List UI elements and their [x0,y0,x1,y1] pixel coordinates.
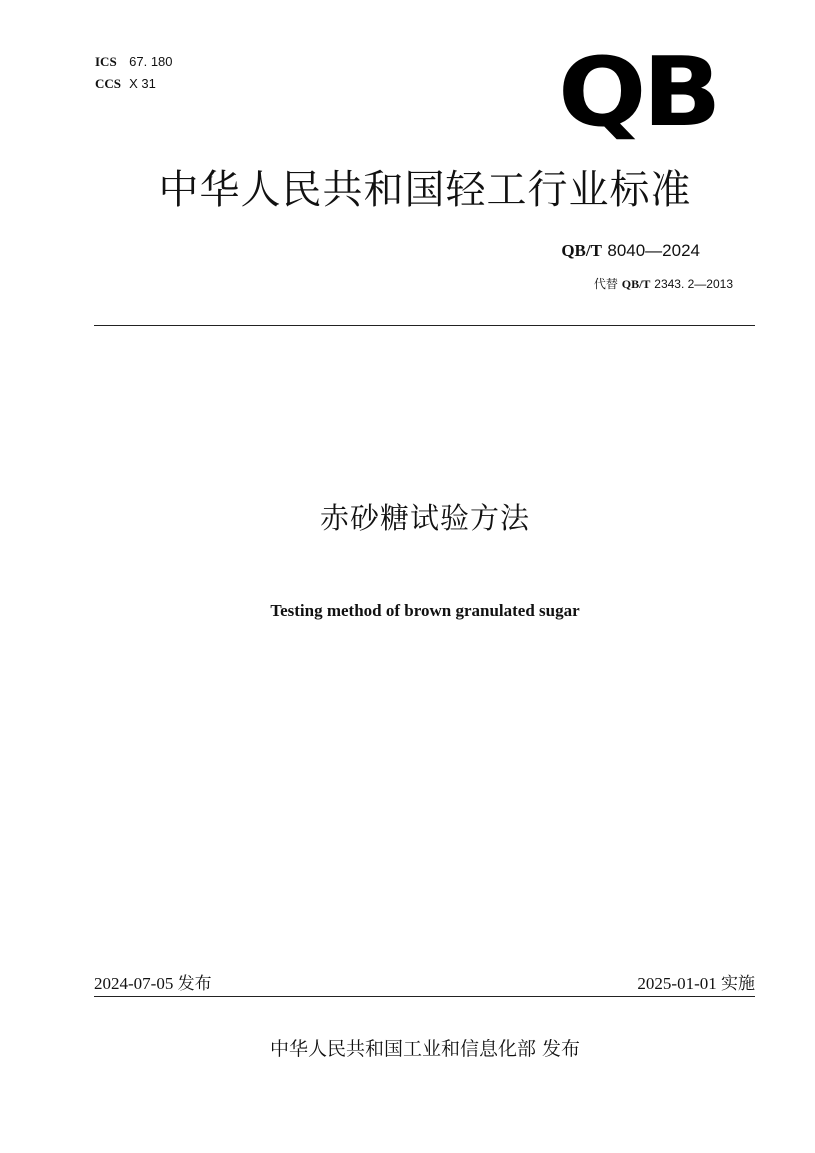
standard-code-number: 8040—2024 [607,241,700,260]
qb-logo: QB [558,35,718,148]
replaces-prefix: QB/T [621,277,651,291]
ccs-code [95,76,156,93]
footer-divider [94,996,755,997]
ccs-label: CCS [95,76,122,91]
standard-code-prefix: QB/T [561,241,602,260]
replaces-line [400,276,733,292]
document-title-en: Testing method of brown granulated sugar [270,601,580,620]
standard-type-heading: 中华人民共和国轻工行业标准 [158,167,692,213]
issue-date: 2024-07-05 发布 [94,974,212,993]
implementation-date: 2025-01-01 实施 [637,974,755,993]
ccs-value: X 31 [129,76,156,91]
standard-code [400,240,700,262]
ics-code [95,54,173,71]
document-title-zh: 赤砂糖试验方法 [319,501,530,535]
replaces-number: 2343. 2—2013 [654,277,733,291]
issuing-authority: 中华人民共和国工业和信息化部 发布 [269,1038,581,1060]
ics-label: ICS [95,54,117,69]
ics-value: 67. 180 [129,54,173,69]
replaces-label: 代替 [593,277,618,291]
header-divider [94,325,755,326]
